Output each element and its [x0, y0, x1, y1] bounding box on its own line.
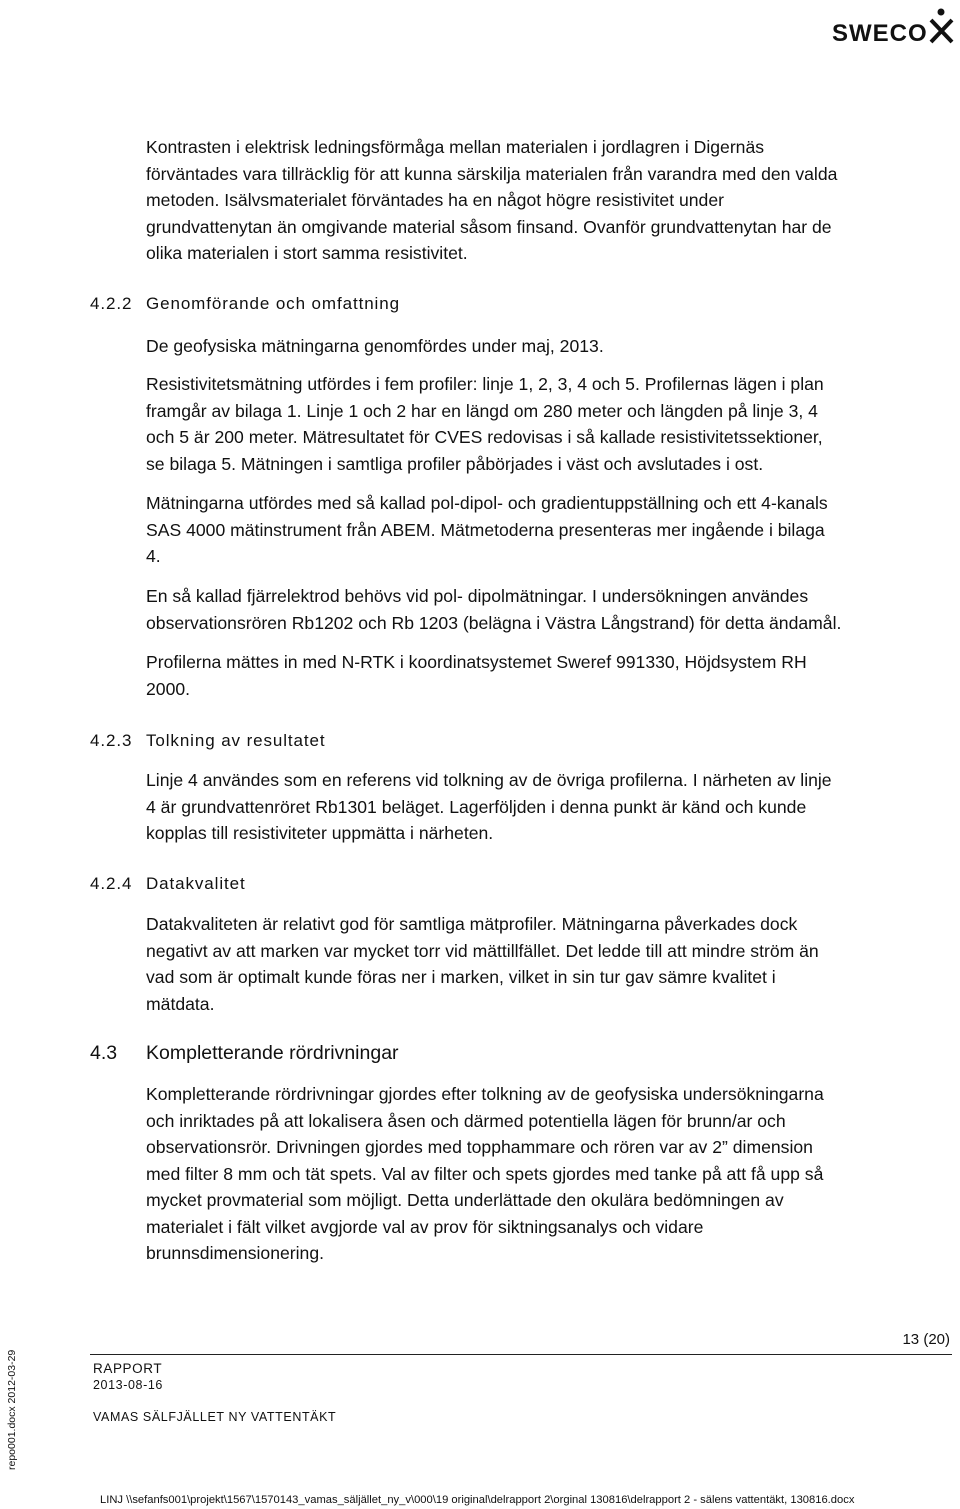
footer-project: VAMAS SÄLFJÄLLET NY VATTENTÄKT — [93, 1410, 337, 1424]
paragraph-fjarrelektrod: En så kallad fjärrelektrod behövs vid pol- dipolmätningar. I undersökningen användes observationsrören Rb1202 och Rb 1203 (belägna i Västra Långstrand) för detta ändamål. — [146, 586, 842, 633]
heading-tolkning: Tolkning av resultatet — [146, 731, 326, 750]
heading-number-4-2-2: 4.2.2 — [90, 294, 133, 313]
footer-doc-type: RAPPORT — [93, 1361, 163, 1376]
paragraph-rordrivningar: Kompletterande rördrivningar gjordes efter tolkning av de geofysiska undersökningarna och inriktades på att lokalisera åsen och därmed potentiella lägen för brunn/ar och observationsrör. Drivningen gjordes med topphammare och rören var av 2” dimension med filter 8 mm och tät spets. Val av filter och spets gjordes med tanke på att få upp så mycket provmaterial som möjligt. Detta underlättade den okulära bedömningen av materialet i fält vilket avgjorde val av prov för siktningsanalys och vidare brunnsdimensionering. — [146, 1084, 824, 1263]
heading-number-4-2-3: 4.2.3 — [90, 731, 133, 750]
heading-number-4-2-4: 4.2.4 — [90, 874, 133, 893]
paragraph-datakvaliteten: Datakvaliteten är relativt god för samtliga mätprofiler. Mätningarna påverkades dock negativt av att marken var mycket torr vid mättillfället. Det ledde till att mindre ström än vad som är optimalt kunde föras ner i marken, vilket in sin tur gav sämre kvalitet i mätdata. — [146, 914, 819, 1014]
heading-kompletterande: Kompletterande rördrivningar — [146, 1042, 399, 1064]
paragraph-kontrasten: Kontrasten i elektrisk ledningsförmåga mellan materialen i jordlagren i Digernäs förväntades vara tillräcklig för att kunna särskilja materialen från varandra med den valda metoden. Isälvsmaterialet förväntades ha en något högre resistivitet under grundvattenytan än omgivande material såsom finsand. Ovanför grundvattenytan har de olika materialen i stort samma resistivitet. — [146, 137, 838, 263]
sweco-logo — [832, 8, 956, 48]
logo-text: SWECO — [832, 20, 928, 47]
paragraph-matningar-maj: De geofysiska mätningarna genomfördes under maj, 2013. — [146, 336, 604, 356]
paragraph-linje-4: Linje 4 användes som en referens vid tolkning av de övriga profilerna. I närheten av linje 4 är grundvattenröret Rb1301 beläget. Lagerföljden i denna punkt är känd och kunde kopplas till resistiviteter uppmätta i närheten. — [146, 770, 832, 843]
paragraph-resistivitetsmatning: Resistivitetsmätning utfördes i fem profiler: linje 1, 2, 3, 4 och 5. Profilernas lägen i plan framgår av bilaga 1. Linje 1 och 2 har en längd om 280 meter och längden på linje 3, 4 och 5 är 200 meter. Mätresultatet för CVES redovisas i så kallade resistivitetssektioner, se bilaga 5. Mätningen i samtliga profiler påbörjades i väst och avslutades i ost. — [146, 374, 824, 474]
paragraph-pol-dipol: Mätningarna utfördes med så kallad pol-dipol- och gradientuppställning och ett 4-kanals SAS 4000 mätinstrument från ABEM. Mätmetoderna presenteras mer ingående i bilaga 4. — [146, 493, 828, 566]
paragraph-n-rtk: Profilerna mättes in med N-RTK i koordinatsystemet Sweref 991330, Höjdsystem RH 2000. — [146, 652, 807, 699]
page-number: 13 (20) — [902, 1331, 950, 1348]
footer-divider — [90, 1354, 952, 1355]
footer-date: 2013-08-16 — [93, 1378, 163, 1392]
sweco-x-mark-icon — [928, 8, 956, 46]
heading-datakvalitet: Datakvalitet — [146, 874, 246, 893]
heading-genomforande: Genomförande och omfattning — [146, 294, 400, 313]
footer-file-path: LINJ \\sefanfs001\projekt\1567\1570143_vamas_säljället_ny_v\000\19 original\delrapport 2\orginal 130816\delrapport 2 - sälens vattentäkt, 130816.docx — [100, 1494, 855, 1506]
heading-number-4-3: 4.3 — [90, 1042, 118, 1064]
footer-template-id: repo001.docx 2012-03-29 — [6, 1349, 18, 1470]
